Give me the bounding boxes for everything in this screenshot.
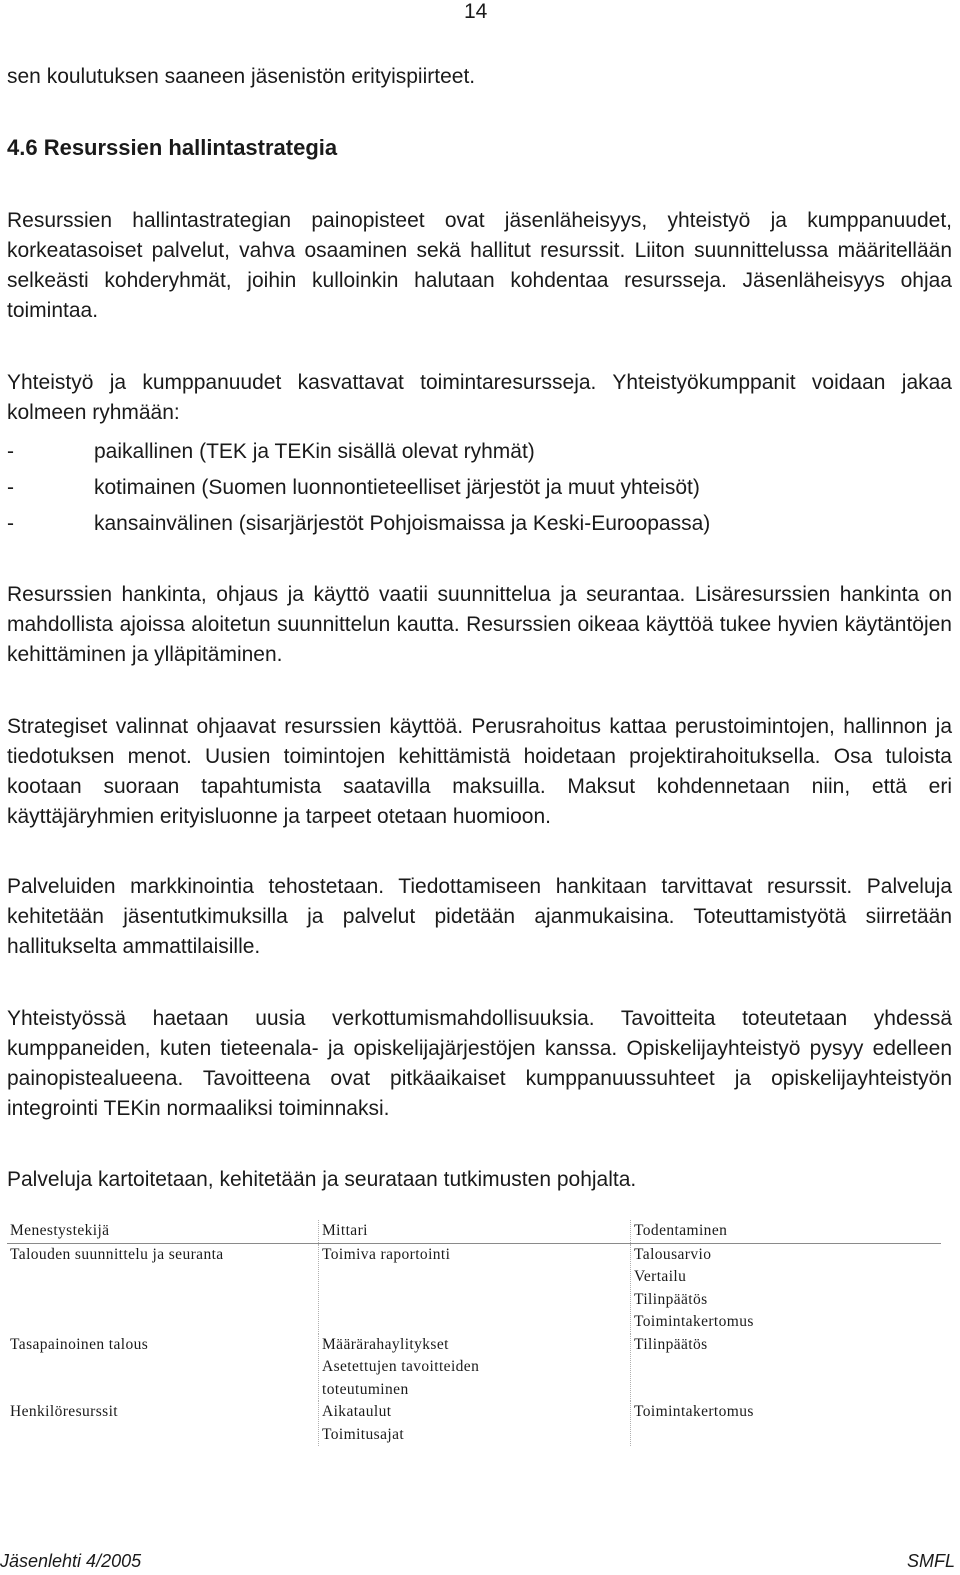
cell-text: Määrärahaylitykset: [322, 1335, 449, 1353]
list-item: [7, 470, 952, 506]
table-row: [7, 1401, 941, 1446]
table-row: [7, 1243, 941, 1334]
cell-text: Henkilöresurssit: [10, 1403, 118, 1420]
paragraph-verkottuminen: Yhteistyössä haetaan uusia verkottumismahdollisuuksia. Tavoitteita toteutetaan yhdessä kumppaneiden, kuten tieteenala- ja opiskelijajärjestöjen kanssa. Opiskelijayhteistyö pysyy edelleen painopistealueena. Tavoitteena ovat pitkäaikaiset kumppanuussuhteet ja opiskelijayhteistyön integrointi TEKin normaaliksi toiminnaksi.: [7, 1007, 952, 1120]
column-header-metric: Mittari: [319, 1220, 631, 1243]
list-item: [7, 434, 952, 470]
partner-group-list: [7, 434, 952, 542]
cell-text: Toimintakertomus: [634, 1403, 754, 1420]
metric-cell: [319, 1243, 631, 1334]
cell-text: Talousarvio: [634, 1245, 712, 1263]
list-item-text: kotimainen (Suomen luonnontieteelliset järjestöt ja muut yhteisöt): [94, 476, 700, 499]
list-dash: -: [7, 476, 14, 499]
footer-publication: Jäsenlehti 4/2005: [0, 1551, 142, 1571]
list-item-text: kansainvälinen (sisarjärjestöt Pohjoismaissa ja Keski-Euroopassa): [94, 512, 711, 535]
cell-text: Toimitusajat: [322, 1425, 405, 1443]
section-heading: 4.6 Resurssien hallintastrategia: [7, 135, 338, 160]
cell-text: Aikataulut: [322, 1403, 392, 1420]
cell-text: toteutuminen: [322, 1380, 409, 1398]
paragraph-hankinta: Resurssien hankinta, ohjaus ja käyttö vaatii suunnittelua ja seurantaa. Lisäresurssien hankinta on mahdollista ajoissa aloitetun suunnittelun kautta. Resurssien oikeaa käyttöä tukee hyvien käytäntöjen kehittäminen ja ylläpitäminen.: [7, 583, 952, 666]
page-number: 14: [464, 0, 488, 23]
column-header-factor: Menestystekijä: [7, 1220, 319, 1243]
cell-text: Tilinpäätös: [634, 1335, 708, 1353]
paragraph-kartoitus: Palveluja kartoitetaan, kehitetään ja seurataan tutkimusten pohjalta.: [7, 1168, 637, 1191]
cell-text: Talouden suunnittelu ja seuranta: [10, 1245, 224, 1263]
paragraph-hallintastrategia: Resurssien hallintastrategian painopisteet ovat jäsenläheisyys, yhteistyö ja kumppanuudet, korkeatasoiset palvelut, vahva osaaminen sekä hallitut resurssit. Liiton suunnittelussa määritellään selkeästi kohderyhmät, joihin kulloinkin halutaan kohdentaa resursseja. Jäsenläheisyys ohjaa toimintaa.: [7, 209, 952, 322]
list-item-text: paikallinen (TEK ja TEKin sisällä olevat ryhmät): [94, 440, 535, 463]
cell-text: Toimiva raportointi: [322, 1245, 451, 1263]
cell-text: Tilinpäätös: [634, 1290, 708, 1308]
cell-text: Tasapainoinen talous: [10, 1335, 149, 1353]
verification-cell: [631, 1334, 942, 1402]
cell-text: Toimintakertomus: [634, 1313, 754, 1330]
metric-cell: [319, 1401, 631, 1446]
verification-cell: [631, 1401, 942, 1446]
factor-cell: [7, 1243, 319, 1334]
verification-cell: [631, 1243, 942, 1334]
success-factor-table: [7, 1220, 941, 1446]
table-header-row: [7, 1220, 941, 1243]
footer-organization: SMFL: [906, 1551, 955, 1571]
factor-cell: [7, 1334, 319, 1402]
column-header-verification: Todentaminen: [631, 1220, 942, 1243]
intro-line: sen koulutuksen saaneen jäsenistön erityispiirteet.: [7, 65, 476, 88]
list-dash: -: [7, 440, 14, 463]
list-dash: -: [7, 512, 14, 535]
paragraph-strategiset-valinnat: Strategiset valinnat ohjaavat resurssien käyttöä. Perusrahoitus kattaa perustoimintojen, hallinnon ja tiedotuksen menot. Uusien toimintojen kehittämistä hoidetaan projektirahoituksella. Osa tuloista kootaan suoraan tapahtumista saatavilla maksuilla. Maksut kohdennetaan niin, että eri käyttäjäryhmien erityisluonne ja tarpeet otetaan huomioon.: [7, 715, 952, 828]
metric-cell: [319, 1334, 631, 1402]
cell-text: Vertailu: [634, 1268, 687, 1285]
cell-text: Asetettujen tavoitteiden: [322, 1358, 480, 1375]
paragraph-markkinointi: Palveluiden markkinointia tehostetaan. Tiedottamiseen hankitaan tarvittavat resurssit. Palveluja kehitetään jäsentutkimuksilla ja palvelut pidetään ajanmukaisina. Toteuttamistyötä siirretään hallitukselta ammattilaisille.: [7, 875, 952, 958]
table-row: [7, 1334, 941, 1402]
paragraph-yhteistyo: Yhteistyö ja kumppanuudet kasvattavat toimintaresursseja. Yhteistyökumppanit voidaan jakaa kolmeen ryhmään:: [7, 371, 952, 424]
list-item: [7, 506, 952, 542]
factor-cell: [7, 1401, 319, 1446]
